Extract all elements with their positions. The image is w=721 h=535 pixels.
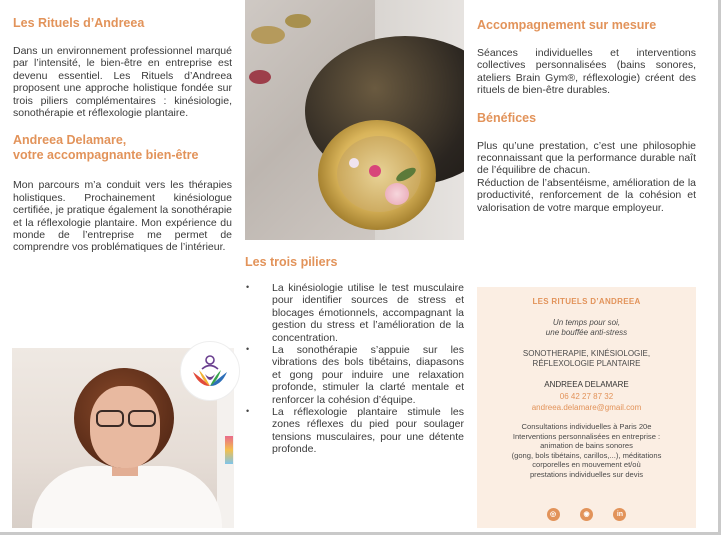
accompagnement-paragraph: Séances individuelles et interventions collectives personnalisées (bains sonores, ateliers Brain Gym®, réflexologie) créent des rituels de bien-être durables. [477, 47, 696, 97]
card-tagline-line2: une bouffée anti-stress [545, 328, 628, 337]
pilier-reflexologie: La réflexologie plantaire stimule les zones réflexes du pied pour soulager tensions musculaires, pour une détente profonde. [272, 406, 464, 456]
card-email[interactable]: andreea.delamare@gmail.com [531, 403, 642, 412]
pilier-sonotherapie: La sonothérapie s’appuie sur les vibrations des bols tibétains, diapasons et gong pour induire une relaxation profonde, stimuler la clarté mentale et renforcer la cohésion d’équipe. [272, 344, 464, 406]
linkedin-icon[interactable]: in [613, 508, 626, 521]
heading-benefices: Bénéfices [477, 110, 537, 125]
heading-trois-piliers: Les trois piliers [245, 255, 338, 269]
intro-paragraph: Dans un environnement professionnel marqué par l’intensité, le bien-être en entreprise est devenu essentiel. Les Rituels d’Andreea proposent une approche holistique fondée sur trois piliers complémentaires : kinésiologie, sonothérapie et réflexologie plantaire. [13, 45, 232, 120]
column-intro [13, 16, 232, 254]
website-icon[interactable]: ◎ [547, 508, 560, 521]
card-tagline-line1: Un temps pour soi, [552, 318, 621, 327]
bio-paragraph: Mon parcours m’a conduit vers les thérapies holistiques. Prochainement kinésiologue certifiée, je pratique également la sonothérapie et la réflexologie plantaire. Mon expérience du monde de l’entreprise me permet de comprendre vos problématiques de l’intérieur. [13, 179, 232, 254]
card-services-line2: RÉFLEXOLOGIE PLANTAIRE [532, 359, 641, 368]
card-name: ANDREEA DELAMARE [544, 380, 629, 389]
card-services-line1: SONOTHERAPIE, KINÉSIOLOGIE, [522, 349, 651, 358]
bullet-icon: • [246, 344, 250, 355]
card-services [477, 349, 696, 369]
bullet-icon: • [246, 406, 250, 417]
heading-andreea [13, 133, 232, 163]
lotus-logo-icon [180, 341, 240, 401]
heading-andreea-line2: votre accompagnante bien-être [13, 148, 199, 163]
list-item [245, 406, 464, 456]
heading-rituels: Les Rituels d’Andreea [13, 16, 145, 30]
bullet-icon: • [246, 282, 250, 292]
card-phone[interactable]: 06 42 27 87 32 [559, 392, 614, 401]
card-consult-line5: corporelles en mouvement et/où [532, 460, 641, 470]
card-consult-line1: Consultations individuelles à Paris 20e [521, 422, 652, 431]
column-piliers [245, 255, 464, 456]
piliers-list [245, 282, 464, 456]
card-consult-line6: prestations individuelles sur devis [529, 469, 644, 479]
heading-andreea-line1: Andreea Delamare, [13, 133, 127, 148]
contact-card [477, 287, 696, 528]
heading-accompagnement: Accompagnement sur mesure [477, 18, 657, 32]
card-title: LES RITUELS D’ANDREEA [532, 297, 641, 306]
list-item [245, 344, 464, 406]
card-tagline [477, 318, 696, 338]
social-links [477, 503, 696, 521]
benefices-paragraph-2: Réduction de l’absentéisme, amélioration de la productivité, renforcement de la cohésion et valorisation de votre marque employeur. [477, 176, 696, 214]
card-consult-line2: Interventions personnalisées en entreprise : [512, 431, 661, 441]
singing-bowls-photo [245, 0, 464, 240]
card-consult-line4: (gong, bols tibétains, carillos,...), méditations [511, 450, 662, 460]
instagram-icon[interactable]: ◉ [580, 508, 593, 521]
pilier-kinesiologie: La kinésiologie utilise le test musculaire pour identifier sources de stress et blocages émotionnels, accompagnant la gestion du stress et l’amélioration de la concentration. [272, 282, 464, 344]
column-accompagnement [477, 18, 696, 214]
card-consultations [477, 422, 696, 480]
benefices-paragraph-1: Plus qu’une prestation, c’est une philosophie reconnaissant que la performance durable naît de l’équilibre de chacun. [477, 139, 696, 177]
card-consult-line3: animation de bains sonores [540, 441, 633, 451]
list-item [245, 282, 464, 344]
